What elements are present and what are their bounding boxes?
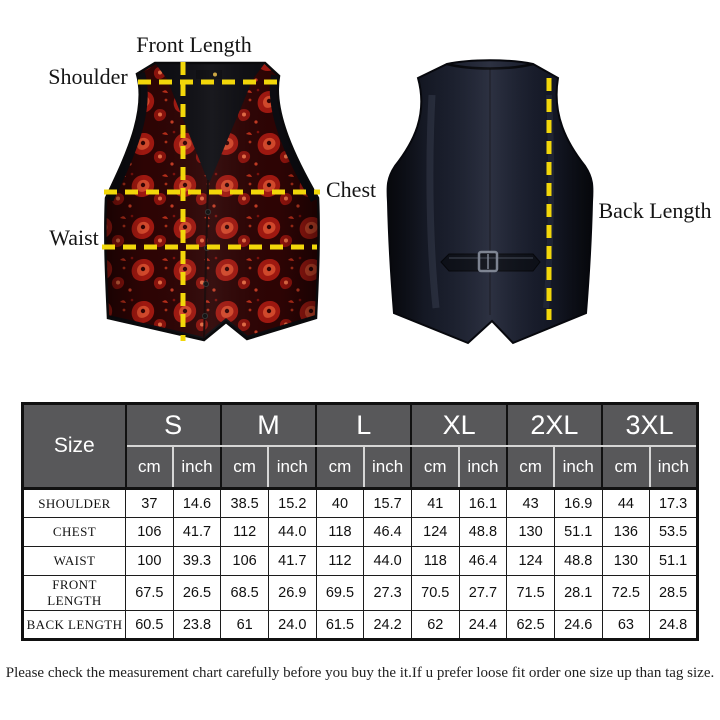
- measurement-row-label: BACK LENGTH: [23, 611, 126, 640]
- measurement-value: 17.3: [650, 489, 698, 518]
- inch-unit-header-s: inch: [173, 446, 221, 489]
- measurement-value: 28.1: [554, 576, 602, 611]
- measurement-value: 44.0: [268, 518, 316, 547]
- measurement-value: 46.4: [364, 518, 412, 547]
- table-row: [23, 489, 698, 518]
- measurement-value: 16.1: [459, 489, 507, 518]
- measurement-value: 130: [507, 518, 555, 547]
- measurement-value: 118: [411, 547, 459, 576]
- size-header-3xl: 3XL: [602, 404, 697, 447]
- measurement-value: 67.5: [126, 576, 174, 611]
- chest-label: Chest: [326, 177, 377, 202]
- measurement-value: 27.7: [459, 576, 507, 611]
- measurement-value: 28.5: [650, 576, 698, 611]
- measurement-value: 51.1: [554, 518, 602, 547]
- measurement-value: 48.8: [554, 547, 602, 576]
- measurement-value: 118: [316, 518, 364, 547]
- measurement-value: 41.7: [268, 547, 316, 576]
- measurement-value: 106: [221, 547, 269, 576]
- measurement-value: 51.1: [650, 547, 698, 576]
- inch-unit-header-2xl: inch: [554, 446, 602, 489]
- inch-unit-header-m: inch: [268, 446, 316, 489]
- inch-unit-header-l: inch: [364, 446, 412, 489]
- table-row: [23, 611, 698, 640]
- measurement-value: 24.2: [364, 611, 412, 640]
- measurement-value: 72.5: [602, 576, 650, 611]
- size-header-xl: XL: [411, 404, 506, 447]
- measurement-value: 43: [507, 489, 555, 518]
- size-header-2xl: 2XL: [507, 404, 602, 447]
- size-column-header: Size: [23, 404, 126, 489]
- measurement-value: 41: [411, 489, 459, 518]
- measurement-value: 106: [126, 518, 174, 547]
- measurement-value: 60.5: [126, 611, 174, 640]
- measurement-value: 112: [221, 518, 269, 547]
- measurement-value: 14.6: [173, 489, 221, 518]
- size-header-s: S: [126, 404, 221, 447]
- table-row: [23, 547, 698, 576]
- measurement-value: 44: [602, 489, 650, 518]
- measurement-value: 61.5: [316, 611, 364, 640]
- measurement-value: 23.8: [173, 611, 221, 640]
- inch-unit-header-xl: inch: [459, 446, 507, 489]
- measurement-value: 48.8: [459, 518, 507, 547]
- measurement-value: 68.5: [221, 576, 269, 611]
- measurement-value: 63: [602, 611, 650, 640]
- measurement-value: 44.0: [364, 547, 412, 576]
- size-chart-head: [23, 404, 698, 489]
- measurement-value: 41.7: [173, 518, 221, 547]
- cm-unit-header-m: cm: [221, 446, 269, 489]
- measurement-value: 40: [316, 489, 364, 518]
- measurement-row-label: FRONT LENGTH: [23, 576, 126, 611]
- measurement-value: 124: [507, 547, 555, 576]
- table-row: [23, 576, 698, 611]
- cm-unit-header-xl: cm: [411, 446, 459, 489]
- measurement-value: 46.4: [459, 547, 507, 576]
- measurement-value: 61: [221, 611, 269, 640]
- measurement-value: 24.6: [554, 611, 602, 640]
- measurement-row-label: WAIST: [23, 547, 126, 576]
- measurement-value: 38.5: [221, 489, 269, 518]
- size-chart-table: [21, 402, 699, 641]
- measurement-value: 69.5: [316, 576, 364, 611]
- back-vest-photo: [380, 55, 600, 355]
- table-row: [23, 518, 698, 547]
- measurement-value: 16.9: [554, 489, 602, 518]
- inch-unit-header-3xl: inch: [650, 446, 698, 489]
- front-length-label: Front Length: [136, 32, 252, 57]
- measurement-value: 39.3: [173, 547, 221, 576]
- measurement-value: 70.5: [411, 576, 459, 611]
- measurement-value: 136: [602, 518, 650, 547]
- shoulder-label: Shoulder: [48, 64, 128, 89]
- size-chart-body: [23, 489, 698, 640]
- cm-unit-header-2xl: cm: [507, 446, 555, 489]
- cm-unit-header-l: cm: [316, 446, 364, 489]
- front-vest-photo: [90, 55, 330, 355]
- size-header-l: L: [316, 404, 411, 447]
- measurement-value: 124: [411, 518, 459, 547]
- measurement-value: 62.5: [507, 611, 555, 640]
- measurement-value: 24.8: [650, 611, 698, 640]
- measurement-value: 15.2: [268, 489, 316, 518]
- measurement-value: 71.5: [507, 576, 555, 611]
- measurement-value: 26.9: [268, 576, 316, 611]
- measurement-value: 53.5: [650, 518, 698, 547]
- measurement-note: Please check the measurement chart carefully before you buy the it.If u prefer loose fit order one size up than tag size.: [5, 665, 715, 681]
- measurement-row-label: CHEST: [23, 518, 126, 547]
- waist-label: Waist: [49, 225, 99, 250]
- measurement-value: 112: [316, 547, 364, 576]
- measurement-row-label: SHOULDER: [23, 489, 126, 518]
- size-header-m: M: [221, 404, 316, 447]
- measurement-value: 130: [602, 547, 650, 576]
- measurement-value: 24.4: [459, 611, 507, 640]
- cm-unit-header-s: cm: [126, 446, 174, 489]
- back-length-label: Back Length: [598, 198, 712, 223]
- measurement-value: 24.0: [268, 611, 316, 640]
- measurement-value: 37: [126, 489, 174, 518]
- measurement-value: 26.5: [173, 576, 221, 611]
- measurement-value: 27.3: [364, 576, 412, 611]
- measurement-value: 62: [411, 611, 459, 640]
- measurement-value: 100: [126, 547, 174, 576]
- measurement-value: 15.7: [364, 489, 412, 518]
- cm-unit-header-3xl: cm: [602, 446, 650, 489]
